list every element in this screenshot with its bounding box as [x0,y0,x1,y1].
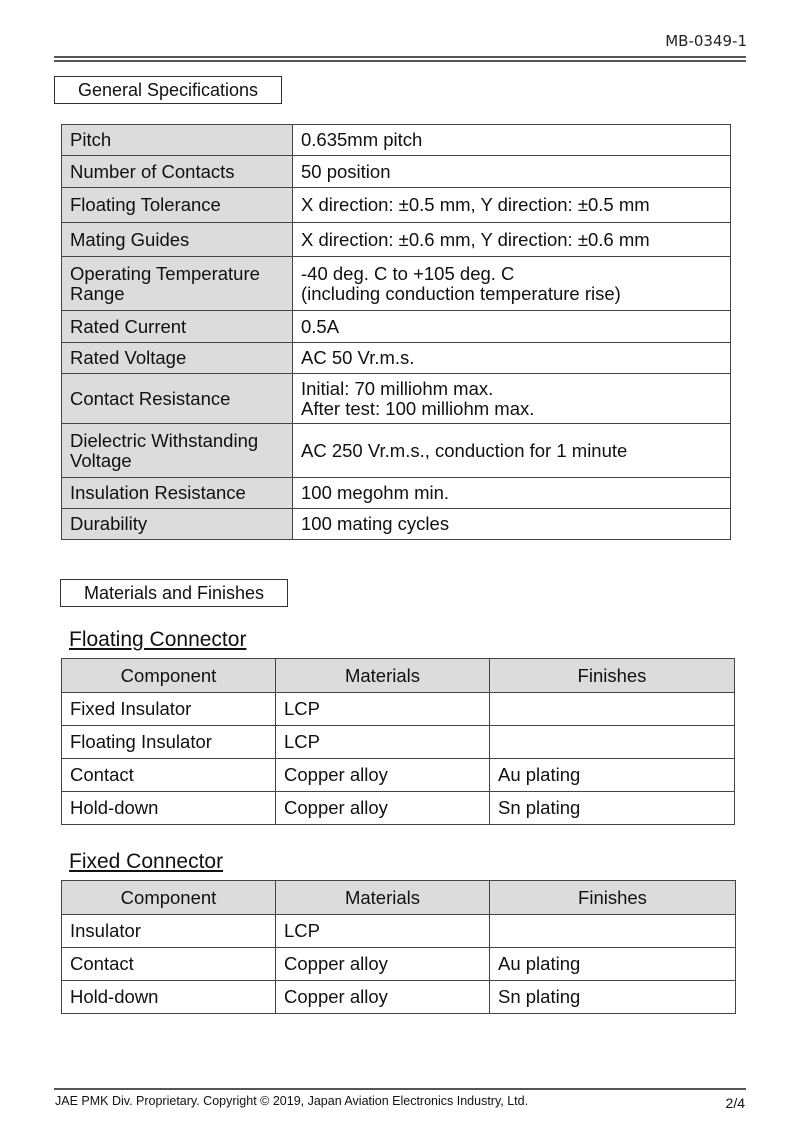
spec-row [62,125,731,156]
spec-row [62,343,731,374]
spec-label: Durability [62,509,293,540]
spec-label: Number of Contacts [62,156,293,188]
footer-copyright: JAE PMK Div. Proprietary. Copyright © 2019, Japan Aviation Electronics Industry, Ltd. [55,1094,529,1108]
spec-value: 100 megohm min. [293,478,731,509]
spec-value: Initial: 70 milliohm max. After test: 100 milliohm max. [293,374,731,424]
page-number: 2/4 [725,1095,745,1111]
header-rule-secondary [54,60,746,62]
spec-row [62,188,731,223]
column-header: Finishes [490,659,735,693]
table-cell: Copper alloy [276,981,490,1014]
table-row [62,948,736,981]
spec-value: X direction: ±0.5 mm, Y direction: ±0.5 mm [293,188,731,223]
floating-connector-table [61,658,735,825]
spec-label: Pitch [62,125,293,156]
table-cell: Au plating [490,948,736,981]
spec-label: Dielectric Withstanding Voltage [62,424,293,478]
table-cell: LCP [276,726,490,759]
table-cell: Contact [62,948,276,981]
spec-value: X direction: ±0.6 mm, Y direction: ±0.6 mm [293,223,731,257]
table-cell: Copper alloy [276,792,490,825]
table-cell: Au plating [490,759,735,792]
table-cell: Copper alloy [276,759,490,792]
header-rule [54,56,746,58]
table-cell [490,693,735,726]
spec-label: Rated Voltage [62,343,293,374]
spec-value: 0.635mm pitch [293,125,731,156]
footer-rule [54,1088,746,1090]
document-id: MB-0349-1 [665,32,747,50]
table-cell: Fixed Insulator [62,693,276,726]
fixed-connector-title: Fixed Connector [69,850,224,873]
spec-row [62,424,731,478]
table-row [62,759,735,792]
general-specifications-heading: General Specifications [54,76,282,104]
table-cell: Hold-down [62,981,276,1014]
table-cell: Floating Insulator [62,726,276,759]
column-header: Component [62,659,276,693]
spec-row [62,156,731,188]
general-specifications-table [61,124,731,540]
table-row [62,726,735,759]
table-cell: Hold-down [62,792,276,825]
spec-label: Mating Guides [62,223,293,257]
table-cell: Sn plating [490,792,735,825]
spec-value: 0.5A [293,311,731,343]
table-row [62,792,735,825]
table-cell: LCP [276,915,490,948]
column-header: Materials [276,659,490,693]
spec-value: AC 250 Vr.m.s., conduction for 1 minute [293,424,731,478]
spec-label: Contact Resistance [62,374,293,424]
table-row [62,981,736,1014]
spec-label: Floating Tolerance [62,188,293,223]
column-header: Component [62,881,276,915]
spec-row [62,374,731,424]
table-row [62,693,735,726]
table-cell: Sn plating [490,981,736,1014]
spec-row [62,478,731,509]
table-cell [490,726,735,759]
spec-label: Insulation Resistance [62,478,293,509]
spec-row [62,311,731,343]
materials-finishes-heading: Materials and Finishes [60,579,288,607]
table-row [62,915,736,948]
spec-row [62,257,731,311]
spec-label: Operating Temperature Range [62,257,293,311]
table-cell: LCP [276,693,490,726]
spec-row [62,509,731,540]
table-cell [490,915,736,948]
floating-connector-title: Floating Connector [69,628,247,651]
spec-value: 100 mating cycles [293,509,731,540]
table-cell: Copper alloy [276,948,490,981]
column-header: Finishes [490,881,736,915]
column-header: Materials [276,881,490,915]
spec-value: -40 deg. C to +105 deg. C (including conduction temperature rise) [293,257,731,311]
spec-label: Rated Current [62,311,293,343]
table-cell: Insulator [62,915,276,948]
spec-value: 50 position [293,156,731,188]
spec-row [62,223,731,257]
table-cell: Contact [62,759,276,792]
fixed-connector-table [61,880,736,1014]
spec-value: AC 50 Vr.m.s. [293,343,731,374]
